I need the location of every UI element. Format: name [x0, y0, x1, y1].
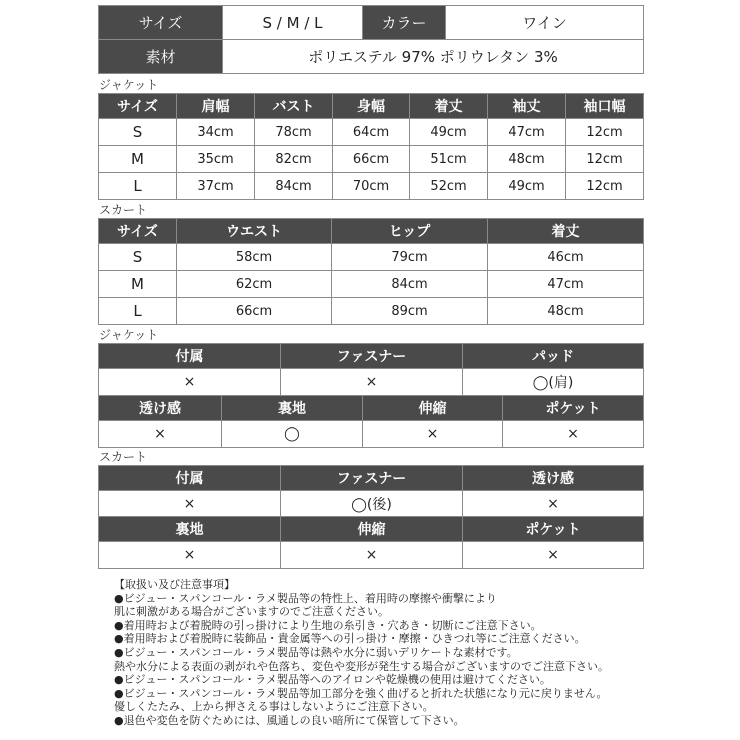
skirt-size-header: ヒップ	[332, 219, 488, 244]
care-note-line: ●着用時および着脱時に装飾品・貴金属等への引っ掛け・摩擦・ひきつれ等にご注意ください。	[114, 632, 586, 646]
feature-value: ×	[463, 491, 644, 518]
color-label: カラー	[363, 6, 446, 40]
measure-cell: 12cm	[566, 173, 644, 200]
jacket-size-header: サイズ	[99, 94, 177, 119]
material-value: ポリエステル 97% ポリウレタン 3%	[223, 40, 644, 74]
measure-cell: 79cm	[332, 244, 488, 271]
measure-cell: 84cm	[255, 173, 333, 200]
size-cell: M	[99, 146, 177, 173]
measure-cell: 49cm	[410, 119, 488, 146]
feature-value: ×	[99, 421, 222, 448]
skirt-features-table-1	[98, 465, 644, 518]
feature-header: ファスナー	[281, 344, 463, 369]
feature-header: パッド	[463, 344, 644, 369]
jacket-size-table	[98, 93, 644, 200]
size-cell: S	[99, 119, 177, 146]
measure-cell: 84cm	[332, 271, 488, 298]
measure-cell: 89cm	[332, 298, 488, 325]
feature-value: ×	[99, 491, 281, 518]
skirt-size-table	[98, 218, 644, 325]
feature-header: 付属	[99, 344, 281, 369]
jacket-features-table-2	[98, 395, 644, 448]
measure-cell: 82cm	[255, 146, 333, 173]
size-value: S / M / L	[223, 6, 363, 40]
material-label: 素材	[99, 40, 223, 74]
feature-value: ◯	[222, 421, 363, 448]
table-row	[99, 146, 644, 173]
care-notes	[114, 578, 634, 728]
feature-value: ×	[99, 542, 281, 569]
feature-header: 透け感	[463, 466, 644, 491]
skirt-size-header: 着丈	[488, 219, 644, 244]
feature-header: ポケット	[463, 517, 644, 542]
care-note-line: 肌に刺激がある場合がございますのでご注意ください。	[114, 605, 389, 619]
feature-header: ファスナー	[281, 466, 463, 491]
measure-cell: 52cm	[410, 173, 488, 200]
table-row	[99, 244, 644, 271]
table-row	[99, 173, 644, 200]
care-note-line: ●ビジュー・スパンコール・ラメ製品等の特性上、着用時の摩擦や衝撃により	[114, 591, 497, 605]
measure-cell: 62cm	[177, 271, 332, 298]
jacket-size-header: 肩幅	[177, 94, 255, 119]
feature-header: ポケット	[503, 396, 644, 421]
table-row	[99, 119, 644, 146]
measure-cell: 35cm	[177, 146, 255, 173]
measure-cell: 70cm	[333, 173, 410, 200]
feature-header: 伸縮	[363, 396, 503, 421]
measure-cell: 12cm	[566, 119, 644, 146]
measure-cell: 46cm	[488, 244, 644, 271]
measure-cell: 51cm	[410, 146, 488, 173]
feature-header: 透け感	[99, 396, 222, 421]
skirt-size-header: サイズ	[99, 219, 177, 244]
feature-value: ×	[281, 369, 463, 396]
measure-cell: 48cm	[488, 298, 644, 325]
skirt-features-section-label: スカート	[99, 450, 148, 464]
care-notes-title: 【取扱い及び注意事項】	[114, 578, 235, 591]
jacket-size-section-label: ジャケット	[99, 78, 159, 92]
measure-cell: 48cm	[488, 146, 566, 173]
size-cell: L	[99, 298, 177, 325]
feature-value: ×	[503, 421, 644, 448]
feature-value: ×	[281, 542, 463, 569]
care-note-line: ●ビジュー・スパンコール・ラメ製品等へのアイロンや乾燥機の使用は避けてください。	[114, 673, 551, 687]
size-cell: S	[99, 244, 177, 271]
measure-cell: 66cm	[177, 298, 332, 325]
feature-value: ×	[363, 421, 503, 448]
size-cell: L	[99, 173, 177, 200]
skirt-features-table-2	[98, 516, 644, 569]
measure-cell: 66cm	[333, 146, 410, 173]
jacket-size-header: 身幅	[333, 94, 410, 119]
jacket-size-header: 袖口幅	[566, 94, 644, 119]
feature-header: 裏地	[222, 396, 363, 421]
measure-cell: 47cm	[488, 271, 644, 298]
jacket-features-section-label: ジャケット	[99, 328, 159, 342]
care-note-line: 熱や水分による表面の剥がれや色落ち、変色や変形が発生する場合がございますのでご注意下さい。	[114, 659, 609, 673]
skirt-size-header: ウエスト	[177, 219, 332, 244]
feature-value: ×	[99, 369, 281, 396]
table-row	[99, 271, 644, 298]
measure-cell: 49cm	[488, 173, 566, 200]
table-row	[99, 298, 644, 325]
measure-cell: 64cm	[333, 119, 410, 146]
jacket-size-header: 袖丈	[488, 94, 566, 119]
measure-cell: 12cm	[566, 146, 644, 173]
measure-cell: 34cm	[177, 119, 255, 146]
feature-header: 裏地	[99, 517, 281, 542]
feature-header: 付属	[99, 466, 281, 491]
care-note-line: 優しくたたみ、上から押さえる事はしないようにご注意下さい。	[114, 700, 434, 714]
feature-value: ◯(肩)	[463, 369, 644, 396]
care-note-line: ●ビジュー・スパンコール・ラメ製品等加工部分を強く曲げると折れた状態になり元に戻りません。	[114, 686, 608, 700]
measure-cell: 37cm	[177, 173, 255, 200]
jacket-features-table-1	[98, 343, 644, 396]
jacket-size-header: バスト	[255, 94, 333, 119]
care-note-line: ●ビジュー・スパンコール・ラメ製品等は熱や水分に弱いデリケートな素材です。	[114, 645, 518, 659]
color-value: ワイン	[446, 6, 644, 40]
feature-value: ◯(後)	[281, 491, 463, 518]
size-cell: M	[99, 271, 177, 298]
care-note-line: ●退色や変色を防ぐためには、風通しの良い暗所にて保管して下さい。	[114, 713, 465, 727]
feature-value: ×	[463, 542, 644, 569]
measure-cell: 58cm	[177, 244, 332, 271]
measure-cell: 78cm	[255, 119, 333, 146]
jacket-size-header: 着丈	[410, 94, 488, 119]
measure-cell: 47cm	[488, 119, 566, 146]
feature-header: 伸縮	[281, 517, 463, 542]
size-label: サイズ	[99, 6, 223, 40]
care-note-line: ●着用時および着脱時の引っ掛けにより生地の糸引き・穴あき・切断にご注意下さい。	[114, 618, 542, 632]
skirt-size-header-row	[99, 219, 644, 244]
spec-table	[98, 5, 644, 74]
jacket-size-header-row	[99, 94, 644, 119]
skirt-size-section-label: スカート	[99, 203, 148, 217]
